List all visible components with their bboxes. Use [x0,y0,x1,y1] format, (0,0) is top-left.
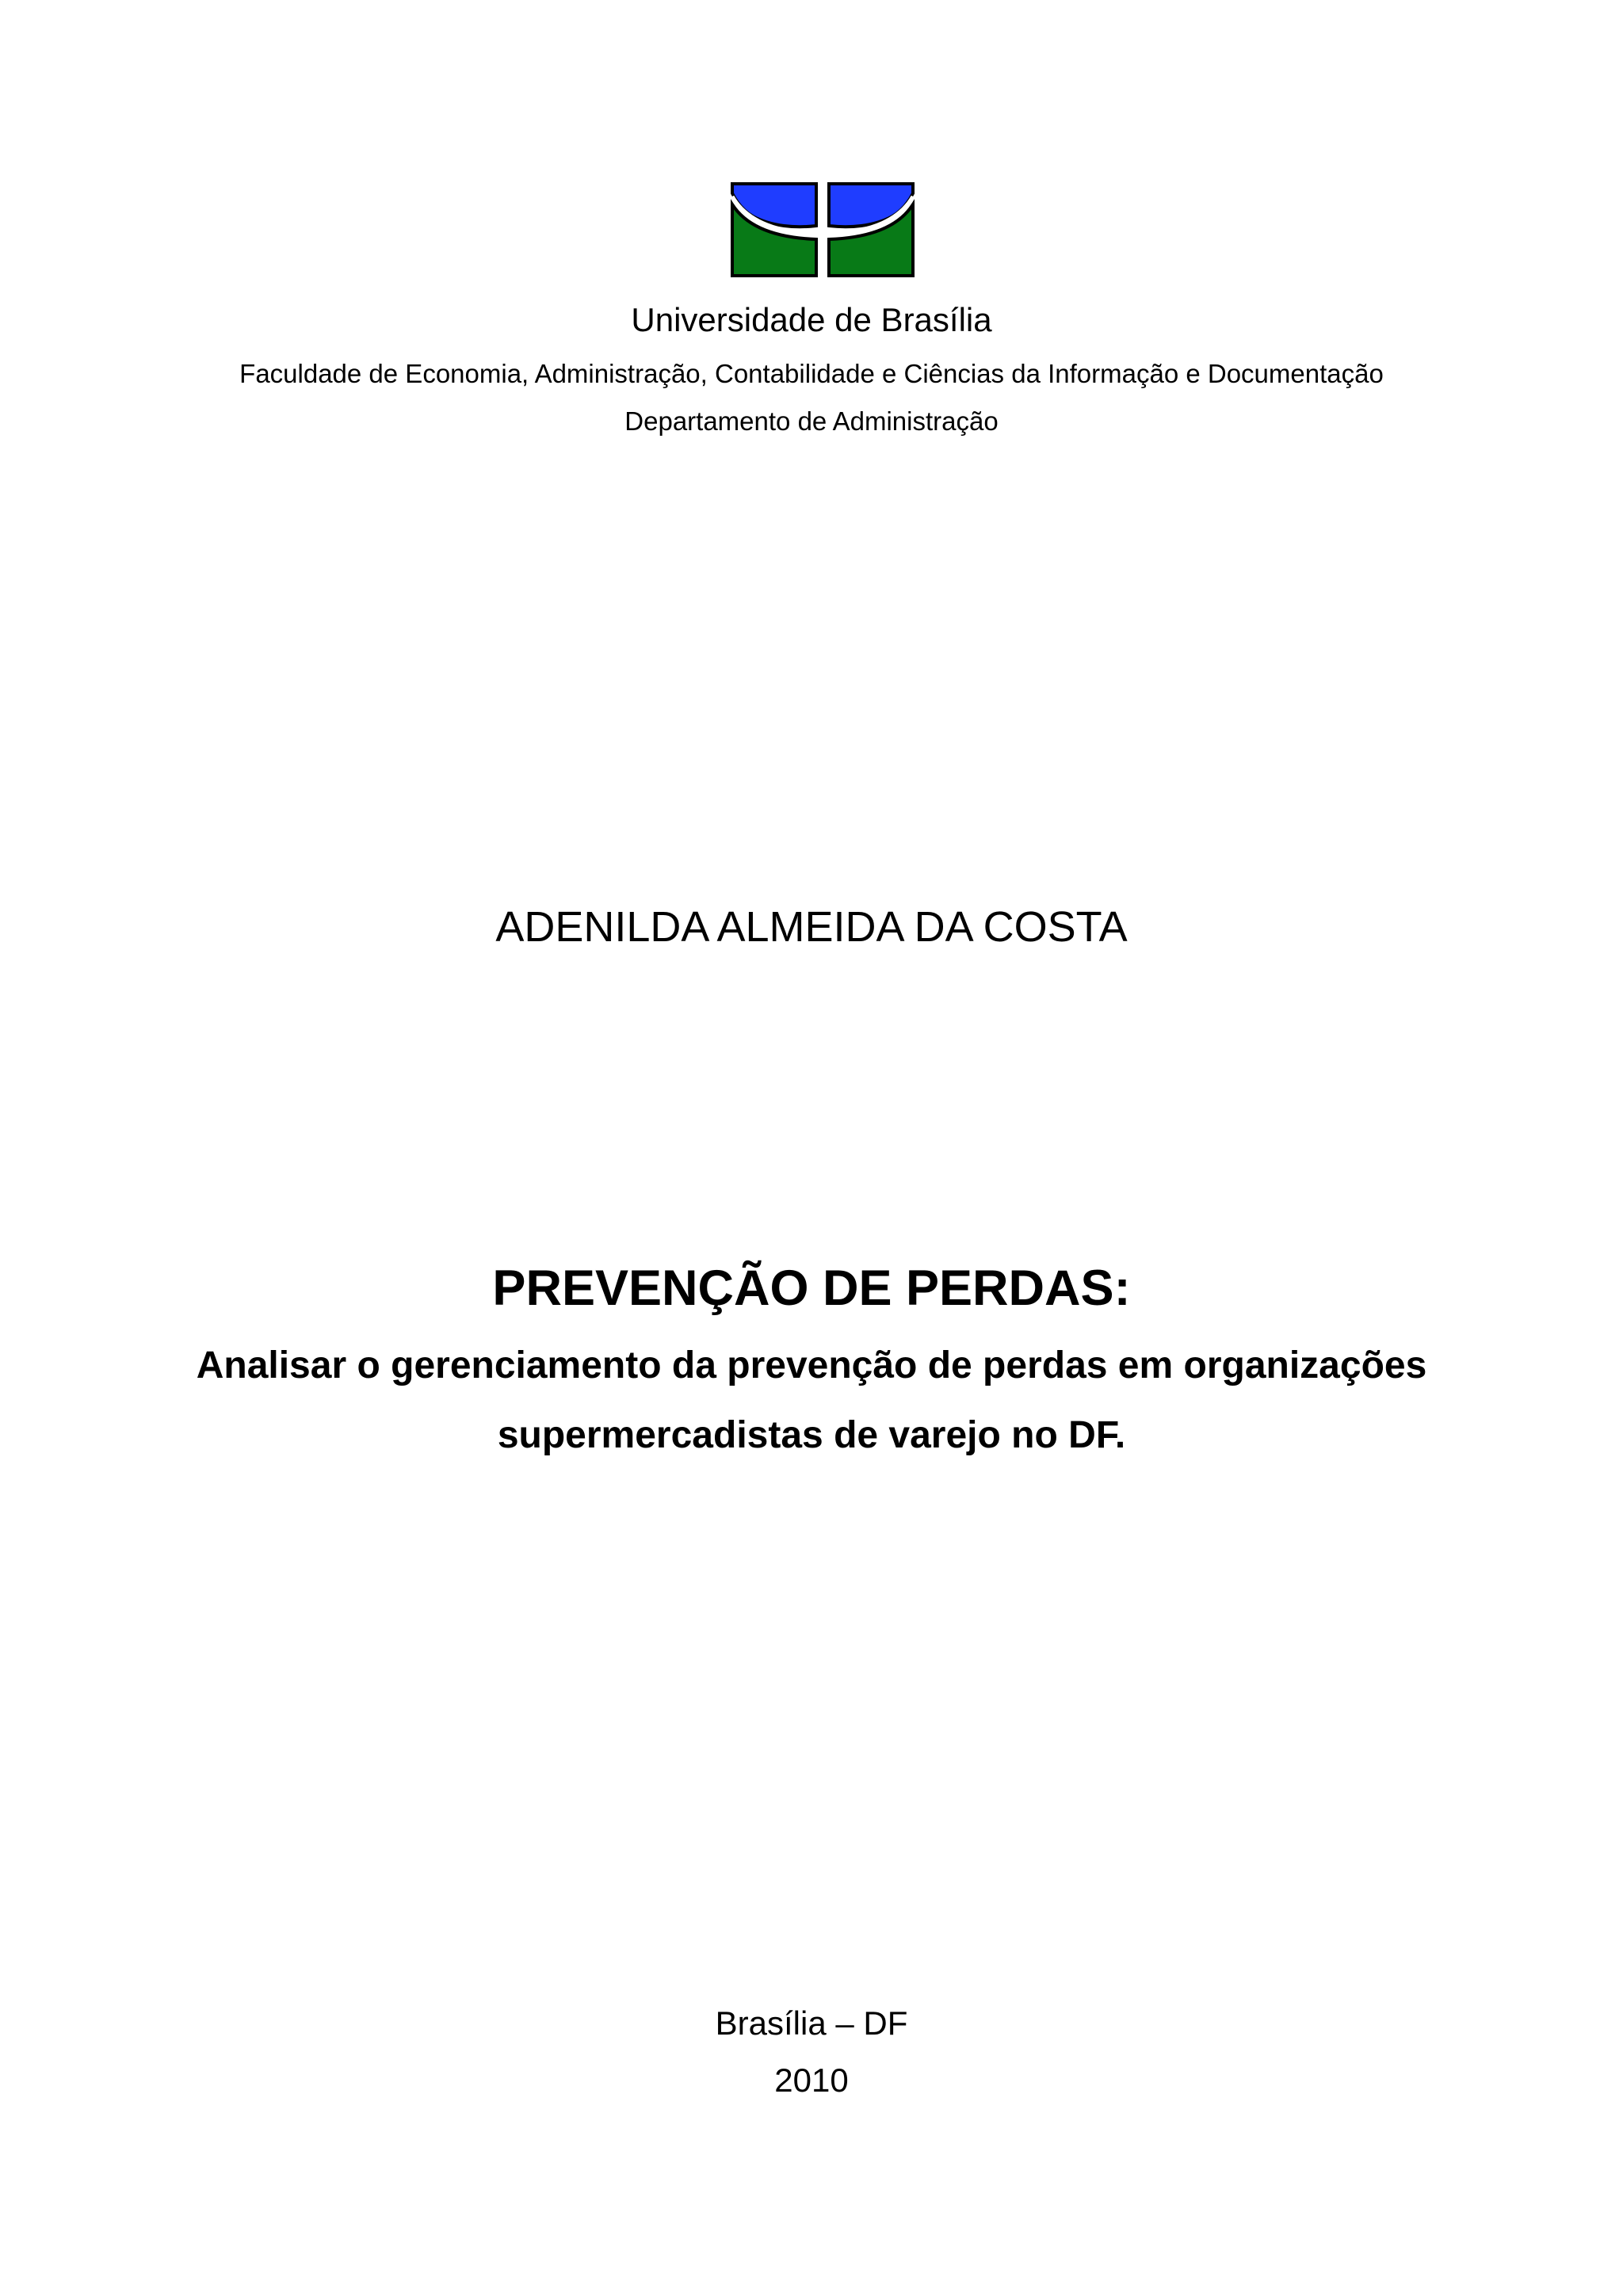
work-subtitle-line-1: Analisar o gerenciamento da prevenção de perdas em organizações [196,1344,1427,1386]
work-title: PREVENÇÃO DE PERDAS: [492,1261,1131,1316]
faculty-name: Faculdade de Economia, Administração, Contabilidade e Ciências da Informação e Documentação [239,359,1384,388]
university-name: Universidade de Brasília [631,301,992,338]
department-name: Departamento de Administração [624,406,999,436]
work-subtitle-line-2: supermercadistas de varejo no DF. [497,1414,1126,1456]
publication-city: Brasília – DF [715,2004,908,2042]
unb-logo-icon [729,181,916,279]
author-name: ADENILDA ALMEIDA DA COSTA [495,903,1128,951]
publication-year: 2010 [774,2061,849,2099]
